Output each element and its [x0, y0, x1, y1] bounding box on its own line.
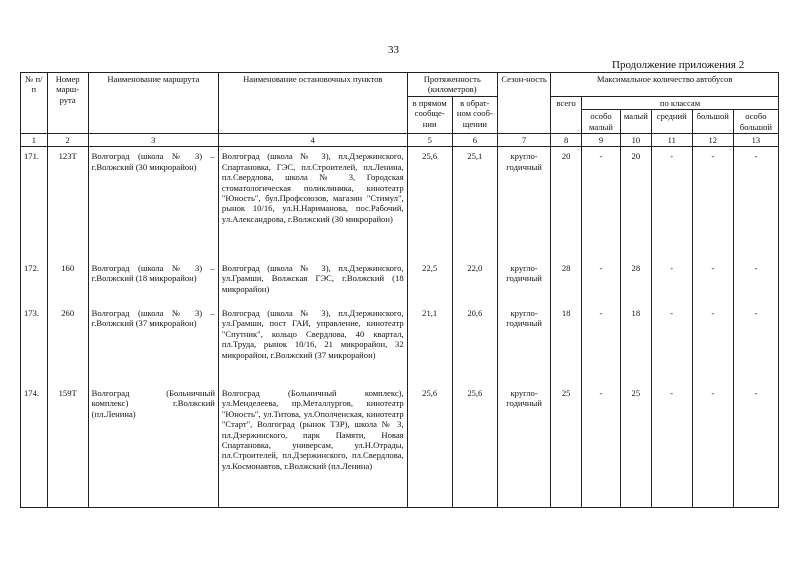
- table-row: [21, 259, 779, 304]
- especially-small-buses: -: [582, 384, 621, 508]
- header-especially-large: особо большой: [733, 110, 778, 134]
- column-number-row: [21, 134, 779, 147]
- small-buses: 20: [620, 147, 651, 259]
- column-number: 11: [651, 134, 692, 147]
- large-buses: -: [692, 384, 733, 508]
- table-row: [21, 147, 779, 259]
- route-number: 160: [47, 259, 88, 304]
- column-number: 4: [218, 134, 407, 147]
- large-buses: -: [692, 147, 733, 259]
- continuation-caption: Продолжение приложения 2: [612, 59, 745, 71]
- length-forward: 21,1: [407, 304, 452, 384]
- header-season: Сезон-ность: [497, 73, 550, 134]
- length-forward: 25,6: [407, 384, 452, 508]
- length-back: 25,6: [452, 384, 497, 508]
- row-num: 173.: [21, 304, 48, 384]
- total-buses: 20: [551, 147, 582, 259]
- header-max-buses: Максимальное количество автобусов: [551, 73, 779, 97]
- column-number: 9: [582, 134, 621, 147]
- table-row: [21, 384, 779, 508]
- length-forward: 25,6: [407, 147, 452, 259]
- season: кругло-годичный: [497, 304, 550, 384]
- route-stops: Волгоград (школа № 3), пл.Дзержинского, Спартановка, ГЭС, пл.Строителей, пл.Ленина, пл.Свердлова, школа № 3, Городская стоматологическая поликлиника, кинотеатр "Юность", бул.Профсоюзов, магазин "Стимул", рынок 10/16, ул.Н.Нариманова, пос.Рабочий, ул.Александрова, г.Волжский (30 микрорайон): [218, 147, 407, 259]
- route-number: 159Т: [47, 384, 88, 508]
- header-route-name: Наименование маршрута: [88, 73, 218, 134]
- medium-buses: -: [651, 259, 692, 304]
- table-row: [21, 304, 779, 384]
- header-medium: средний: [651, 110, 692, 134]
- column-number: 2: [47, 134, 88, 147]
- medium-buses: -: [651, 384, 692, 508]
- especially-large-buses: -: [733, 304, 778, 384]
- header-stops: Наименование остановочных пунктов: [218, 73, 407, 134]
- especially-small-buses: -: [582, 259, 621, 304]
- column-number: 3: [88, 134, 218, 147]
- header-large: большой: [692, 110, 733, 134]
- medium-buses: -: [651, 304, 692, 384]
- routes-table: [20, 72, 779, 508]
- season: кругло-годичный: [497, 384, 550, 508]
- page-number: 33: [388, 44, 399, 56]
- column-number: 6: [452, 134, 497, 147]
- route-name: Волгоград (школа № 3) – г.Волжский (18 микрорайон): [88, 259, 218, 304]
- length-back: 25,1: [452, 147, 497, 259]
- route-number: 260: [47, 304, 88, 384]
- length-forward: 22,5: [407, 259, 452, 304]
- total-buses: 28: [551, 259, 582, 304]
- column-number: 10: [620, 134, 651, 147]
- route-name: Волгоград (школа № 3) – г.Волжский (37 микрорайон): [88, 304, 218, 384]
- season: кругло-годичный: [497, 259, 550, 304]
- row-num: 171.: [21, 147, 48, 259]
- season: кругло-годичный: [497, 147, 550, 259]
- route-name: Волгоград (Больничный комплекс) г.Волжский (пл.Ленина): [88, 384, 218, 508]
- column-number: 1: [21, 134, 48, 147]
- header-num: № п/п: [21, 73, 48, 134]
- especially-large-buses: -: [733, 259, 778, 304]
- header-length-forward: в прямом сообще-нии: [407, 96, 452, 133]
- large-buses: -: [692, 259, 733, 304]
- total-buses: 18: [551, 304, 582, 384]
- column-number: 13: [733, 134, 778, 147]
- column-number: 5: [407, 134, 452, 147]
- medium-buses: -: [651, 147, 692, 259]
- especially-small-buses: -: [582, 147, 621, 259]
- header-total: всего: [551, 96, 582, 133]
- column-number: 12: [692, 134, 733, 147]
- route-number: 123Т: [47, 147, 88, 259]
- route-stops: Волгоград (школа № 3), пл.Дзержинского, ул.Грамши, Волжская ГЭС, г.Волжский (18 микрорайон): [218, 259, 407, 304]
- large-buses: -: [692, 304, 733, 384]
- small-buses: 25: [620, 384, 651, 508]
- especially-large-buses: -: [733, 384, 778, 508]
- row-num: 174.: [21, 384, 48, 508]
- route-stops: Волгоград (Больничный комплекс), ул.Менделеева, пр.Металлургов, кинотеатр "Юность", ул.Титова, ул.Ополченская, кинотеатр "Старт", Волгоград (рынок ТЗР), школа № 3, пл.Дзержинского, парк Памяти, Новая Спартановка, универсам, ул.Н.Отрады, пл.Строителей, пл.Дзержинского, пл.Свердлова, ул.Космонавтов, г.Волжский (пл.Ленина): [218, 384, 407, 508]
- especially-large-buses: -: [733, 147, 778, 259]
- length-back: 20,6: [452, 304, 497, 384]
- header-especially-small: особо малый: [582, 110, 621, 134]
- total-buses: 25: [551, 384, 582, 508]
- header-route-number: Номер марш-рута: [47, 73, 88, 134]
- route-name: Волгоград (школа № 3) – г.Волжский (30 микрорайон): [88, 147, 218, 259]
- header-small: малый: [620, 110, 651, 134]
- column-number: 7: [497, 134, 550, 147]
- length-back: 22,0: [452, 259, 497, 304]
- especially-small-buses: -: [582, 304, 621, 384]
- header-by-class: по классам: [582, 96, 779, 109]
- small-buses: 18: [620, 304, 651, 384]
- row-num: 172.: [21, 259, 48, 304]
- route-stops: Волгоград (школа № 3), пл.Дзержинского, ул.Грамши, пост ГАИ, управление, кинотеатр "Спутник", кольцо Свердлова, 40 квартал, пл.Труда, рынок 10/16, 21 микрорайон, 32 микрорайон, г.Волжский (37 микрорайон): [218, 304, 407, 384]
- header-length-back: в обрат-ном сооб-щении: [452, 96, 497, 133]
- header-length: Протяженность (километров): [407, 73, 497, 97]
- column-number: 8: [551, 134, 582, 147]
- small-buses: 28: [620, 259, 651, 304]
